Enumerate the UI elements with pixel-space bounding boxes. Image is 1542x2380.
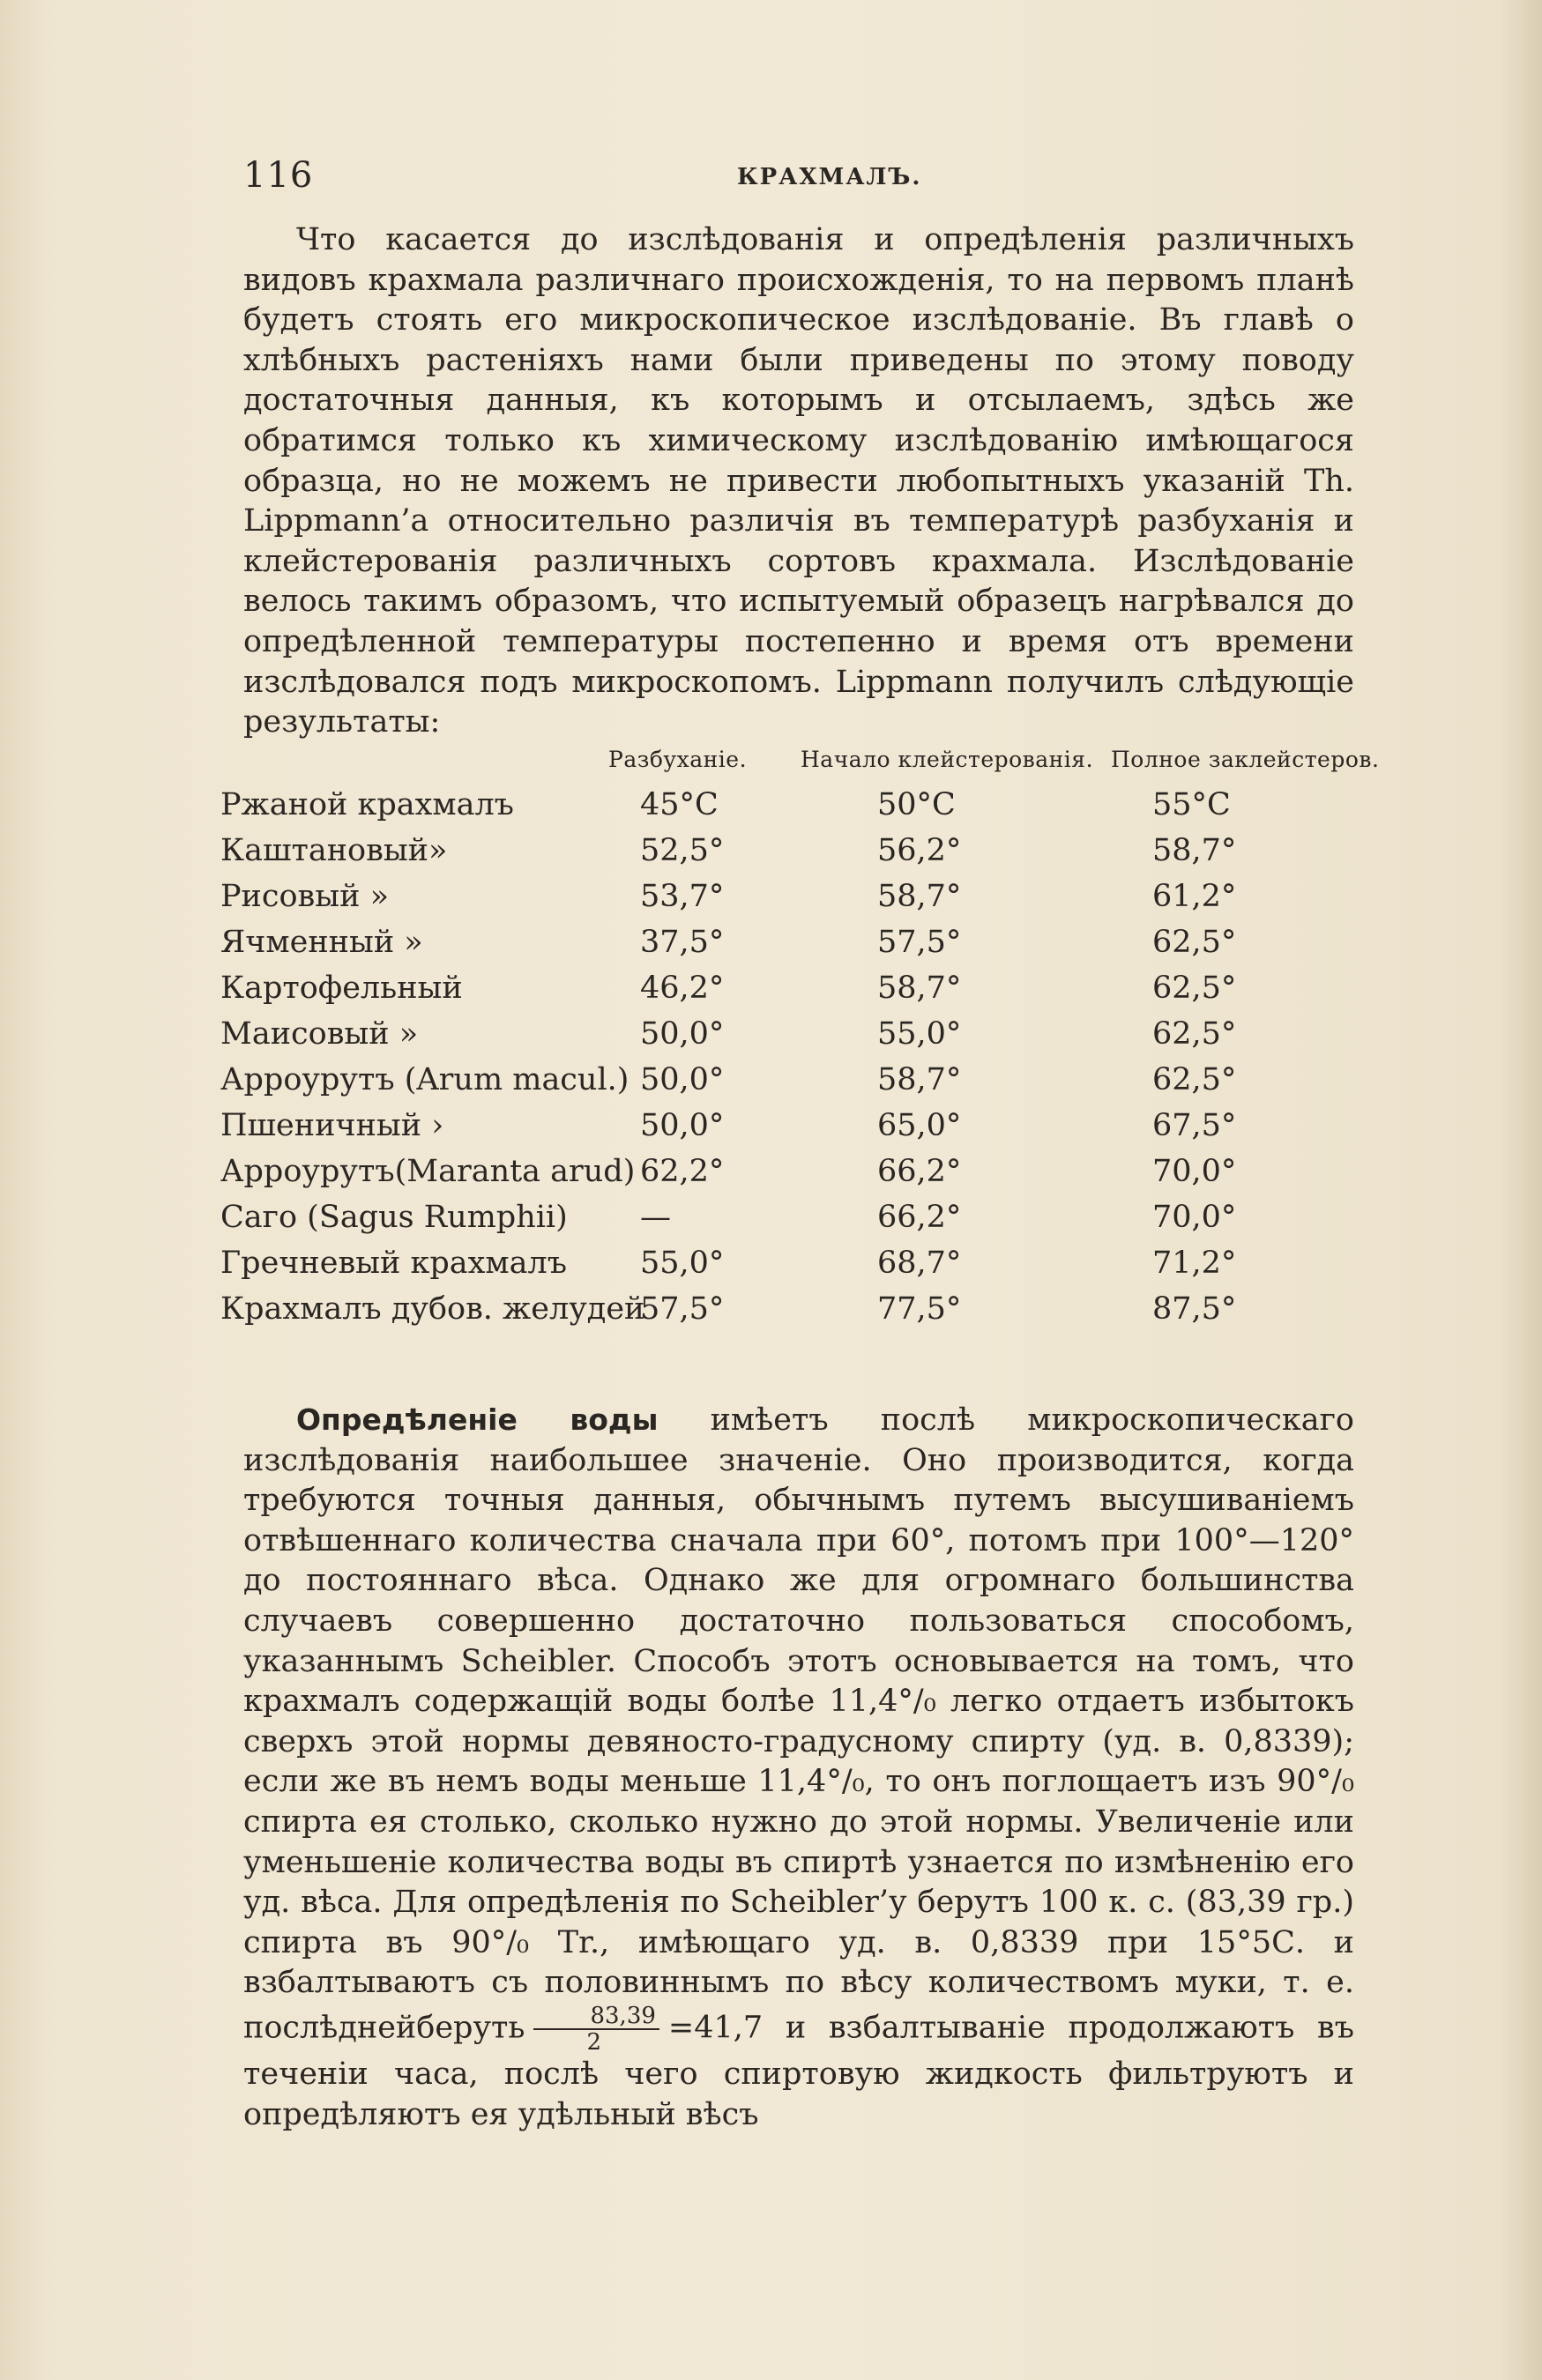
column-header-gelatinization-start: Начало клейстерованія. [801,747,1094,772]
fraction [533,2004,659,2055]
gelatinization-start-value: 66,2° [877,1200,962,1235]
gelatinization-start-value: 57,5° [877,925,962,960]
column-header-swelling: Разбуханіе. [608,747,748,772]
table-row [220,879,1384,925]
gelatinization-start-value: 68,7° [877,1246,962,1281]
swelling-value: 57,5° [640,1291,725,1327]
row-name: Каштановый» [220,833,448,868]
water-lead: Опредѣленіе воды [296,1402,659,1437]
row-name: Гречневый крахмалъ [220,1246,567,1281]
row-name: Маисовый » [220,1016,419,1052]
temperature-table [220,747,1384,1337]
table-row [220,1016,1384,1062]
full-gelatinization-value: 62,5° [1152,1062,1237,1097]
gelatinization-start-value: 77,5° [877,1291,962,1327]
table-row [220,1154,1384,1200]
swelling-value: 50,0° [640,1062,725,1097]
row-name: Рисовый » [220,879,389,914]
swelling-value: 50,0° [640,1108,725,1143]
table-row [220,1062,1384,1108]
page-header [0,0,1542,229]
row-name: Саго (Sagus Rumphii) [220,1200,568,1235]
water-text-after: =41,7 и взбалтываніе продолжаютъ въ теченіи часа, послѣ чего спиртовую жидкость фильтруютъ и опредѣляютъ ея удѣльный вѣсъ [243,2010,1354,2132]
gelatinization-start-value: 56,2° [877,833,962,868]
row-name: Арроурутъ (Arum macul.) [220,1062,629,1097]
full-gelatinization-value: 87,5° [1152,1291,1237,1327]
swelling-value: 37,5° [640,925,725,960]
column-header-full-gelatinization: Полное заклейстеров. [1111,747,1380,772]
swelling-value: 62,2° [640,1154,725,1189]
gelatinization-start-value: 50°C [877,787,956,822]
table-row [220,1200,1384,1246]
swelling-value: 55,0° [640,1246,725,1281]
gelatinization-start-value: 58,7° [877,1062,962,1097]
intro-paragraph: Что касается до изслѣдованія и опредѣленія различныхъ видовъ крахмала различнаго происхожденія, то на первомъ планѣ будетъ стоять его микроскопическое изслѣдованіе. Въ главѣ о хлѣбныхъ растеніяхъ нами были приведены по этому поводу достаточныя данныя, къ которымъ и отсылаемъ, здѣсь же обратимся только къ химическому изслѣдованію имѣющагося образца, но не можемъ не привести любопытныхъ указаній Th. Lippmann’а относительно различія въ температурѣ разбуханія и клейстерованія различныхъ сортовъ крахмала. Изслѣдованіе велось такимъ образомъ, что испытуемый образецъ нагрѣвался до опредѣленной температуры постепенно и время отъ времени изслѣдовался подъ микроскопомъ. Lippmann получилъ слѣдующіе результаты: [243,222,1354,740]
full-gelatinization-value: 62,5° [1152,925,1237,960]
row-name: Ячменный » [220,925,423,960]
table-row [220,787,1384,833]
gelatinization-start-value: 58,7° [877,971,962,1006]
water-text-before: имѣетъ послѣ микроскопическаго изслѣдованія наибольшее значеніе. Оно производится, когда требуются точныя данныя, обычнымъ путемъ высушиваніемъ отвѣшеннаго количества сначала при 60°, потомъ при 100°—120° до постояннаго вѣса. Однако же для огромнаго большинства случаевъ совершенно достаточно пользоваться способомъ, указаннымъ Scheibler. Способъ этотъ основывается на томъ, что крахмалъ содержащій воды болѣе 11,4°/₀ легко отдаетъ избытокъ сверхъ этой нормы девяносто-градусному спирту (уд. в. 0,8339); если же въ немъ воды меньше 11,4°/₀, то онъ поглощаетъ изъ 90°/₀ спирта ея столько, сколько нужно до этой нормы. Увеличеніе или уменьшеніе количества воды въ спиртѣ узнается по измѣненію его уд. вѣса. Для опредѣленія по Scheibler’у берутъ 100 к. с. (83,39 гр.) спирта въ 90°/₀ Tr., имѣющаго уд. в. 0,8339 при 15°5С. и взбалтываютъ съ половиннымъ по вѣсу количествомъ муки, т. е. послѣднейберуть [243,1402,1354,2046]
running-title: КРАХМАЛЪ. [737,164,922,190]
table-body [220,787,1384,1337]
swelling-value: 45°C [640,787,719,822]
full-gelatinization-value: 62,5° [1152,1016,1237,1052]
row-name: Картофельный [220,971,463,1006]
full-gelatinization-value: 71,2° [1152,1246,1237,1281]
full-gelatinization-value: 55°C [1152,787,1231,822]
fraction-numerator: 83,39 [533,2004,659,2030]
table-row [220,1246,1384,1291]
swelling-value: 53,7° [640,879,725,914]
swelling-value: 50,0° [640,1016,725,1052]
table-row [220,925,1384,971]
table-header [220,747,1384,787]
fraction-denominator: 2 [586,2028,602,2056]
swelling-value: 46,2° [640,971,725,1006]
row-name: Ржаной крахмалъ [220,787,514,822]
gelatinization-start-value: 55,0° [877,1016,962,1052]
row-name: Пшеничный › [220,1108,444,1143]
page-number: 116 [243,155,314,196]
gelatinization-start-value: 65,0° [877,1108,962,1143]
swelling-value: 52,5° [640,833,725,868]
full-gelatinization-value: 58,7° [1152,833,1237,868]
gelatinization-start-value: 58,7° [877,879,962,914]
full-gelatinization-value: 61,2° [1152,879,1237,914]
table-row [220,833,1384,879]
table-row [220,1108,1384,1154]
full-gelatinization-value: 67,5° [1152,1108,1237,1143]
table-row [220,971,1384,1016]
full-gelatinization-value: 62,5° [1152,971,1237,1006]
full-gelatinization-value: 70,0° [1152,1200,1237,1235]
row-name: Арроурутъ(Maranta arud) [220,1154,636,1189]
gelatinization-start-value: 66,2° [877,1154,962,1189]
water-paragraph [243,1400,1354,2135]
swelling-value: — [640,1200,671,1235]
row-name: Крахмалъ дубов. желудей [220,1291,645,1327]
full-gelatinization-value: 70,0° [1152,1154,1237,1189]
table-row [220,1291,1384,1337]
